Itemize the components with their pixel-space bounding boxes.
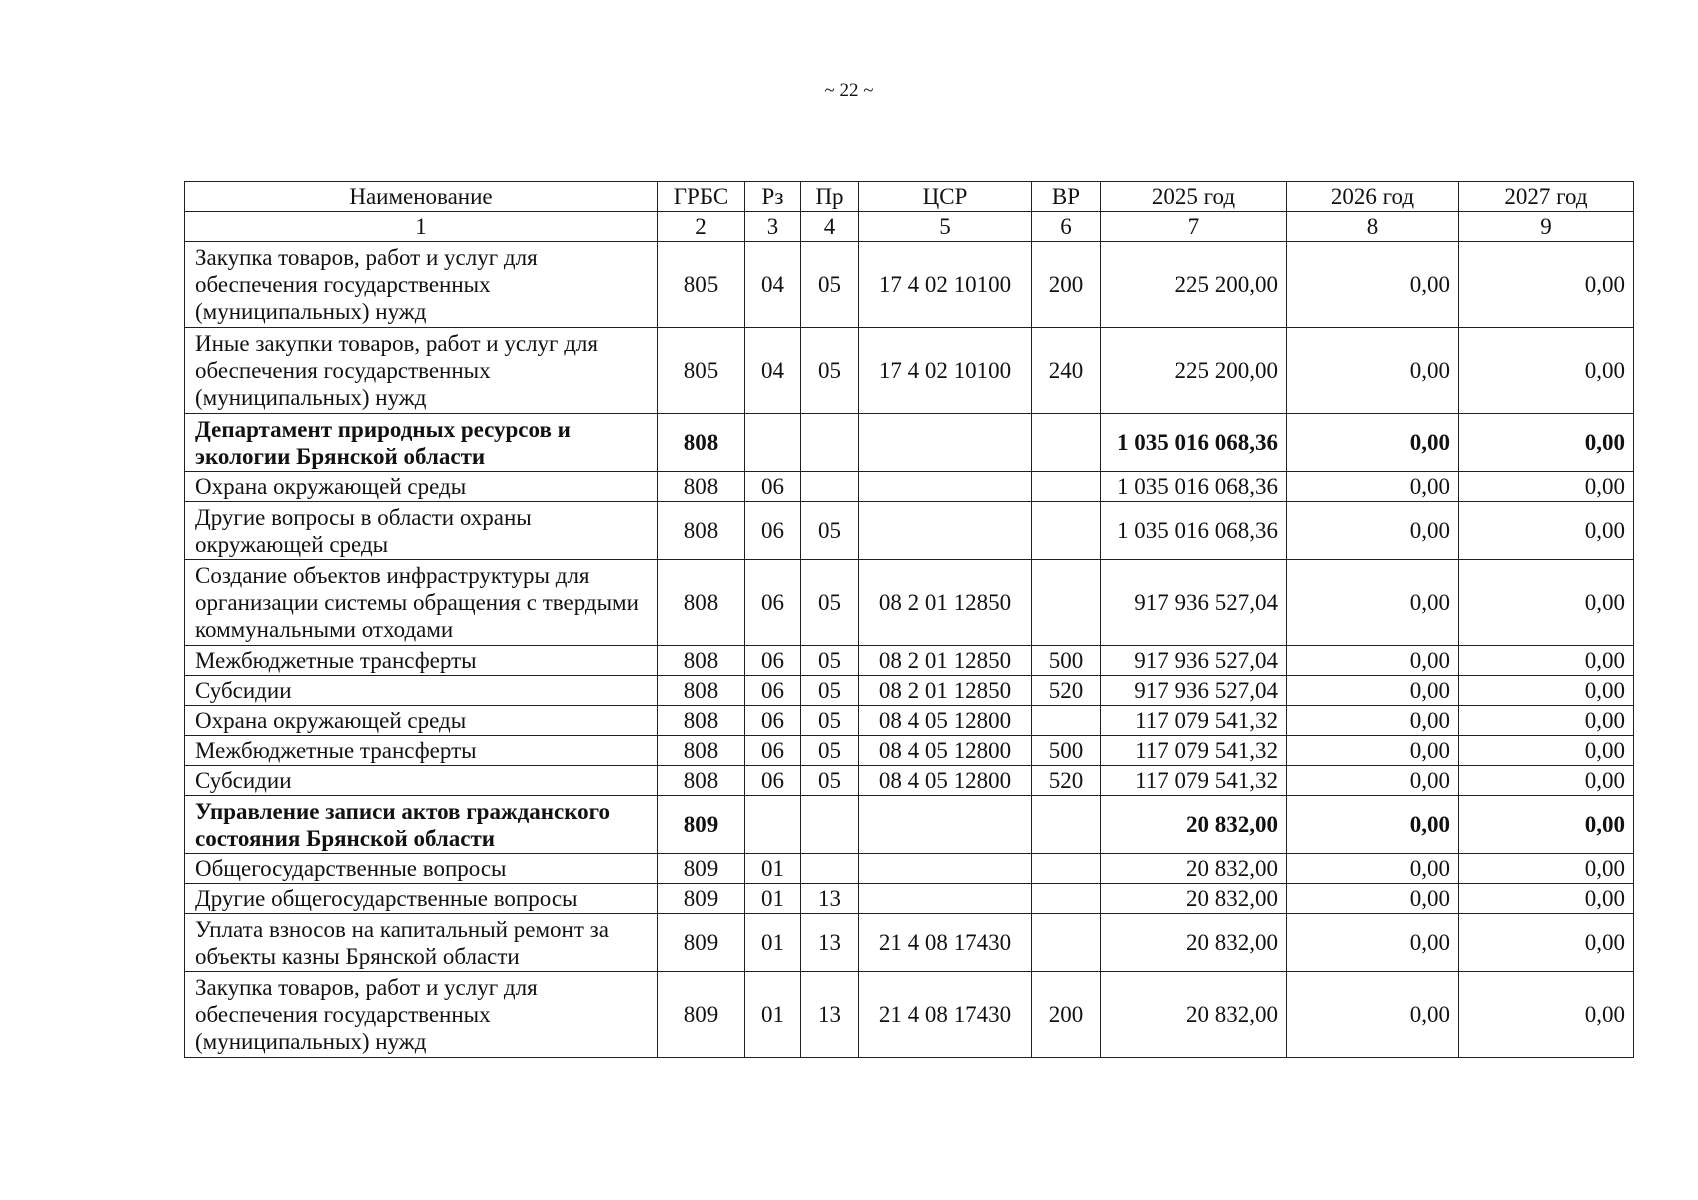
- cell-rz: 01: [745, 972, 801, 1058]
- cell-2026: 0,00: [1287, 796, 1459, 854]
- header-2027: 2027 год: [1459, 182, 1634, 212]
- cell-2027: 0,00: [1459, 502, 1634, 560]
- cell-grbs: 809: [658, 914, 745, 972]
- cell-name: Уплата взносов на капитальный ремонт за объекты казны Брянской области: [185, 914, 658, 972]
- cell-csr: 08 4 05 12800: [859, 766, 1032, 796]
- cell-2025: 1 035 016 068,36: [1101, 472, 1287, 502]
- cell-grbs: 808: [658, 736, 745, 766]
- header-csr: ЦСР: [859, 182, 1032, 212]
- table-row: [185, 914, 1634, 972]
- cell-2026: 0,00: [1287, 706, 1459, 736]
- header-vr: ВР: [1032, 182, 1101, 212]
- table-row: [185, 706, 1634, 736]
- cell-pr: 05: [801, 766, 859, 796]
- header-rz: Рз: [745, 182, 801, 212]
- column-number: 2: [658, 212, 745, 242]
- cell-grbs: 808: [658, 560, 745, 646]
- cell-csr: [859, 414, 1032, 472]
- cell-name: Другие вопросы в области охраны окружающей среды: [185, 502, 658, 560]
- cell-vr: [1032, 884, 1101, 914]
- cell-2026: 0,00: [1287, 766, 1459, 796]
- cell-2026: 0,00: [1287, 502, 1459, 560]
- cell-2026: 0,00: [1287, 676, 1459, 706]
- table-row: [185, 766, 1634, 796]
- cell-2027: 0,00: [1459, 646, 1634, 676]
- cell-rz: 06: [745, 472, 801, 502]
- cell-2027: 0,00: [1459, 736, 1634, 766]
- cell-2025: 225 200,00: [1101, 328, 1287, 414]
- cell-pr: [801, 414, 859, 472]
- cell-csr: 08 4 05 12800: [859, 736, 1032, 766]
- cell-csr: 17 4 02 10100: [859, 328, 1032, 414]
- cell-vr: 200: [1032, 972, 1101, 1058]
- column-number: 8: [1287, 212, 1459, 242]
- cell-rz: [745, 796, 801, 854]
- cell-rz: 01: [745, 854, 801, 884]
- cell-rz: 04: [745, 242, 801, 328]
- header-grbs: ГРБС: [658, 182, 745, 212]
- cell-name: Департамент природных ресурсов и экологии Брянской области: [185, 414, 658, 472]
- cell-name: Межбюджетные трансферты: [185, 736, 658, 766]
- column-number: 9: [1459, 212, 1634, 242]
- cell-csr: [859, 502, 1032, 560]
- column-number: 6: [1032, 212, 1101, 242]
- cell-rz: 06: [745, 502, 801, 560]
- cell-vr: [1032, 706, 1101, 736]
- header-pr: Пр: [801, 182, 859, 212]
- column-number: 4: [801, 212, 859, 242]
- cell-2025: 117 079 541,32: [1101, 736, 1287, 766]
- cell-grbs: 805: [658, 242, 745, 328]
- cell-vr: [1032, 502, 1101, 560]
- cell-2027: 0,00: [1459, 706, 1634, 736]
- table-row: [185, 472, 1634, 502]
- cell-vr: 500: [1032, 646, 1101, 676]
- cell-grbs: 805: [658, 328, 745, 414]
- cell-pr: 13: [801, 972, 859, 1058]
- cell-pr: [801, 796, 859, 854]
- table-row: [185, 646, 1634, 676]
- cell-csr: 08 2 01 12850: [859, 646, 1032, 676]
- cell-grbs: 809: [658, 972, 745, 1058]
- cell-grbs: 809: [658, 796, 745, 854]
- cell-2025: 20 832,00: [1101, 914, 1287, 972]
- header-2025: 2025 год: [1101, 182, 1287, 212]
- cell-2025: 1 035 016 068,36: [1101, 414, 1287, 472]
- table-row: [185, 676, 1634, 706]
- cell-pr: 13: [801, 914, 859, 972]
- table-row: [185, 796, 1634, 854]
- cell-2027: 0,00: [1459, 972, 1634, 1058]
- cell-2026: 0,00: [1287, 914, 1459, 972]
- cell-vr: [1032, 414, 1101, 472]
- cell-rz: [745, 414, 801, 472]
- table-row: [185, 884, 1634, 914]
- cell-vr: [1032, 914, 1101, 972]
- column-number-row: [185, 212, 1634, 242]
- column-number: 3: [745, 212, 801, 242]
- cell-pr: 05: [801, 242, 859, 328]
- cell-csr: 08 4 05 12800: [859, 706, 1032, 736]
- cell-grbs: 809: [658, 854, 745, 884]
- cell-2026: 0,00: [1287, 414, 1459, 472]
- cell-pr: 05: [801, 560, 859, 646]
- cell-csr: [859, 884, 1032, 914]
- cell-vr: 520: [1032, 676, 1101, 706]
- cell-pr: 05: [801, 706, 859, 736]
- cell-rz: 06: [745, 646, 801, 676]
- cell-2025: 20 832,00: [1101, 796, 1287, 854]
- cell-2026: 0,00: [1287, 472, 1459, 502]
- cell-2026: 0,00: [1287, 646, 1459, 676]
- cell-2026: 0,00: [1287, 242, 1459, 328]
- table-row: [185, 328, 1634, 414]
- cell-2026: 0,00: [1287, 972, 1459, 1058]
- cell-2027: 0,00: [1459, 884, 1634, 914]
- cell-name: Иные закупки товаров, работ и услуг для обеспечения государственных (муниципальных) нужд: [185, 328, 658, 414]
- cell-2027: 0,00: [1459, 766, 1634, 796]
- table-row: [185, 242, 1634, 328]
- cell-2025: 117 079 541,32: [1101, 766, 1287, 796]
- cell-csr: 17 4 02 10100: [859, 242, 1032, 328]
- table-body: [185, 242, 1634, 1058]
- cell-vr: 200: [1032, 242, 1101, 328]
- cell-vr: [1032, 560, 1101, 646]
- cell-csr: 21 4 08 17430: [859, 914, 1032, 972]
- cell-name: Охрана окружающей среды: [185, 472, 658, 502]
- cell-grbs: 808: [658, 646, 745, 676]
- cell-name: Другие общегосударственные вопросы: [185, 884, 658, 914]
- cell-pr: 05: [801, 328, 859, 414]
- cell-2027: 0,00: [1459, 914, 1634, 972]
- cell-csr: 21 4 08 17430: [859, 972, 1032, 1058]
- cell-2027: 0,00: [1459, 242, 1634, 328]
- cell-grbs: 808: [658, 472, 745, 502]
- cell-pr: 05: [801, 736, 859, 766]
- cell-2025: 20 832,00: [1101, 854, 1287, 884]
- cell-pr: 05: [801, 676, 859, 706]
- column-number: 1: [185, 212, 658, 242]
- cell-2027: 0,00: [1459, 854, 1634, 884]
- cell-name: Охрана окружающей среды: [185, 706, 658, 736]
- cell-2025: 917 936 527,04: [1101, 676, 1287, 706]
- cell-name: Закупка товаров, работ и услуг для обеспечения государственных (муниципальных) нужд: [185, 242, 658, 328]
- cell-rz: 01: [745, 884, 801, 914]
- cell-vr: [1032, 854, 1101, 884]
- cell-name: Субсидии: [185, 676, 658, 706]
- cell-name: Управление записи актов гражданского состояния Брянской области: [185, 796, 658, 854]
- cell-rz: 01: [745, 914, 801, 972]
- cell-csr: [859, 854, 1032, 884]
- cell-2025: 117 079 541,32: [1101, 706, 1287, 736]
- cell-2027: 0,00: [1459, 676, 1634, 706]
- cell-2025: 20 832,00: [1101, 884, 1287, 914]
- cell-grbs: 808: [658, 502, 745, 560]
- cell-2026: 0,00: [1287, 884, 1459, 914]
- cell-vr: 520: [1032, 766, 1101, 796]
- budget-table: [184, 181, 1634, 1058]
- page-number: ~ 22 ~: [824, 80, 874, 101]
- cell-pr: [801, 472, 859, 502]
- table-row: [185, 502, 1634, 560]
- cell-csr: 08 2 01 12850: [859, 676, 1032, 706]
- cell-pr: 05: [801, 646, 859, 676]
- cell-2027: 0,00: [1459, 560, 1634, 646]
- table-row: [185, 414, 1634, 472]
- cell-name: Субсидии: [185, 766, 658, 796]
- cell-rz: 06: [745, 676, 801, 706]
- header-2026: 2026 год: [1287, 182, 1459, 212]
- table-row: [185, 560, 1634, 646]
- cell-2027: 0,00: [1459, 414, 1634, 472]
- cell-grbs: 808: [658, 414, 745, 472]
- cell-2025: 1 035 016 068,36: [1101, 502, 1287, 560]
- table-row: [185, 854, 1634, 884]
- header-name: Наименование: [185, 182, 658, 212]
- cell-rz: 04: [745, 328, 801, 414]
- cell-vr: 500: [1032, 736, 1101, 766]
- cell-grbs: 808: [658, 766, 745, 796]
- cell-csr: 08 2 01 12850: [859, 560, 1032, 646]
- header-row: [185, 182, 1634, 212]
- cell-2025: 225 200,00: [1101, 242, 1287, 328]
- cell-grbs: 808: [658, 706, 745, 736]
- cell-rz: 06: [745, 736, 801, 766]
- cell-2026: 0,00: [1287, 736, 1459, 766]
- cell-csr: [859, 796, 1032, 854]
- cell-2025: 917 936 527,04: [1101, 646, 1287, 676]
- cell-rz: 06: [745, 766, 801, 796]
- cell-vr: [1032, 796, 1101, 854]
- cell-2026: 0,00: [1287, 854, 1459, 884]
- cell-vr: 240: [1032, 328, 1101, 414]
- cell-name: Межбюджетные трансферты: [185, 646, 658, 676]
- cell-pr: [801, 854, 859, 884]
- cell-rz: 06: [745, 706, 801, 736]
- column-number: 7: [1101, 212, 1287, 242]
- cell-2027: 0,00: [1459, 328, 1634, 414]
- table-row: [185, 736, 1634, 766]
- cell-name: Создание объектов инфраструктуры для организации системы обращения с твердыми коммунальными отходами: [185, 560, 658, 646]
- cell-rz: 06: [745, 560, 801, 646]
- cell-csr: [859, 472, 1032, 502]
- cell-name: Закупка товаров, работ и услуг для обеспечения государственных (муниципальных) нужд: [185, 972, 658, 1058]
- cell-grbs: 809: [658, 884, 745, 914]
- cell-2026: 0,00: [1287, 560, 1459, 646]
- table-row: [185, 972, 1634, 1058]
- cell-2025: 917 936 527,04: [1101, 560, 1287, 646]
- column-number: 5: [859, 212, 1032, 242]
- cell-name: Общегосударственные вопросы: [185, 854, 658, 884]
- cell-pr: 05: [801, 502, 859, 560]
- cell-2025: 20 832,00: [1101, 972, 1287, 1058]
- cell-vr: [1032, 472, 1101, 502]
- cell-pr: 13: [801, 884, 859, 914]
- cell-2027: 0,00: [1459, 472, 1634, 502]
- cell-2026: 0,00: [1287, 328, 1459, 414]
- cell-2027: 0,00: [1459, 796, 1634, 854]
- cell-grbs: 808: [658, 676, 745, 706]
